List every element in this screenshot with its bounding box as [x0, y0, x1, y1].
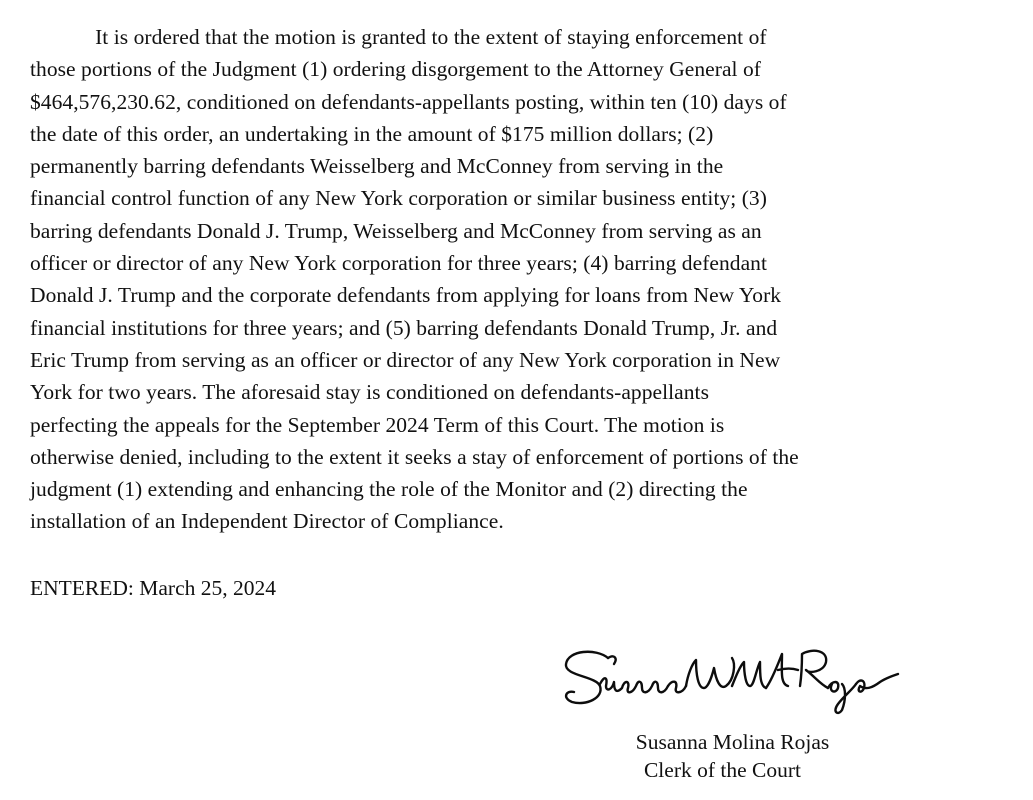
order-line: officer or director of any New York corporation for three years; (4) barring defendant [30, 251, 768, 276]
order-line: financial institutions for three years; and (5) barring defendants Donald Trump, Jr. and [30, 315, 778, 340]
order-line: York for two years. The aforesaid stay is conditioned on defendants-appellants [30, 380, 709, 405]
order-line: the date of this order, an undertaking in the amount of $175 million dollars; (2) [30, 121, 714, 146]
order-line: judgment (1) extending and enhancing the role of the Monitor and (2) directing the [30, 477, 748, 502]
order-line: permanently barring defendants Weisselberg and McConney from serving in the [30, 154, 724, 179]
order-line: those portions of the Judgment (1) ordering disgorgement to the Attorney General of [30, 57, 762, 82]
signature-scribble [556, 640, 906, 720]
order-line: Eric Trump from serving as an officer or director of any New York corporation in New [30, 347, 781, 372]
signer-title: Clerk of the Court [643, 758, 802, 782]
order-line: perfecting the appeals for the September 2024 Term of this Court. The motion is [30, 412, 725, 437]
entered-date: ENTERED: March 25, 2024 [30, 576, 277, 600]
handwritten-signature [556, 640, 906, 720]
order-line: $464,576,230.62, conditioned on defendants-appellants posting, within ten (10) days of [30, 89, 787, 114]
order-line: financial control function of any New York corporation or similar business entity; (3) [30, 186, 767, 211]
order-paragraph [30, 21, 799, 538]
order-line: otherwise denied, including to the extent it seeks a stay of enforcement of portions of the [30, 444, 799, 469]
signer-name: Susanna Molina Rojas [635, 730, 830, 754]
order-line: barring defendants Donald J. Trump, Weisselberg and McConney from serving as an [30, 218, 762, 243]
order-line: Donald J. Trump and the corporate defendants from applying for loans from New York [30, 283, 782, 308]
order-line: It is ordered that the motion is granted to the extent of staying enforcement of [30, 25, 767, 49]
order-line: installation of an Independent Director of Compliance. [30, 509, 504, 534]
